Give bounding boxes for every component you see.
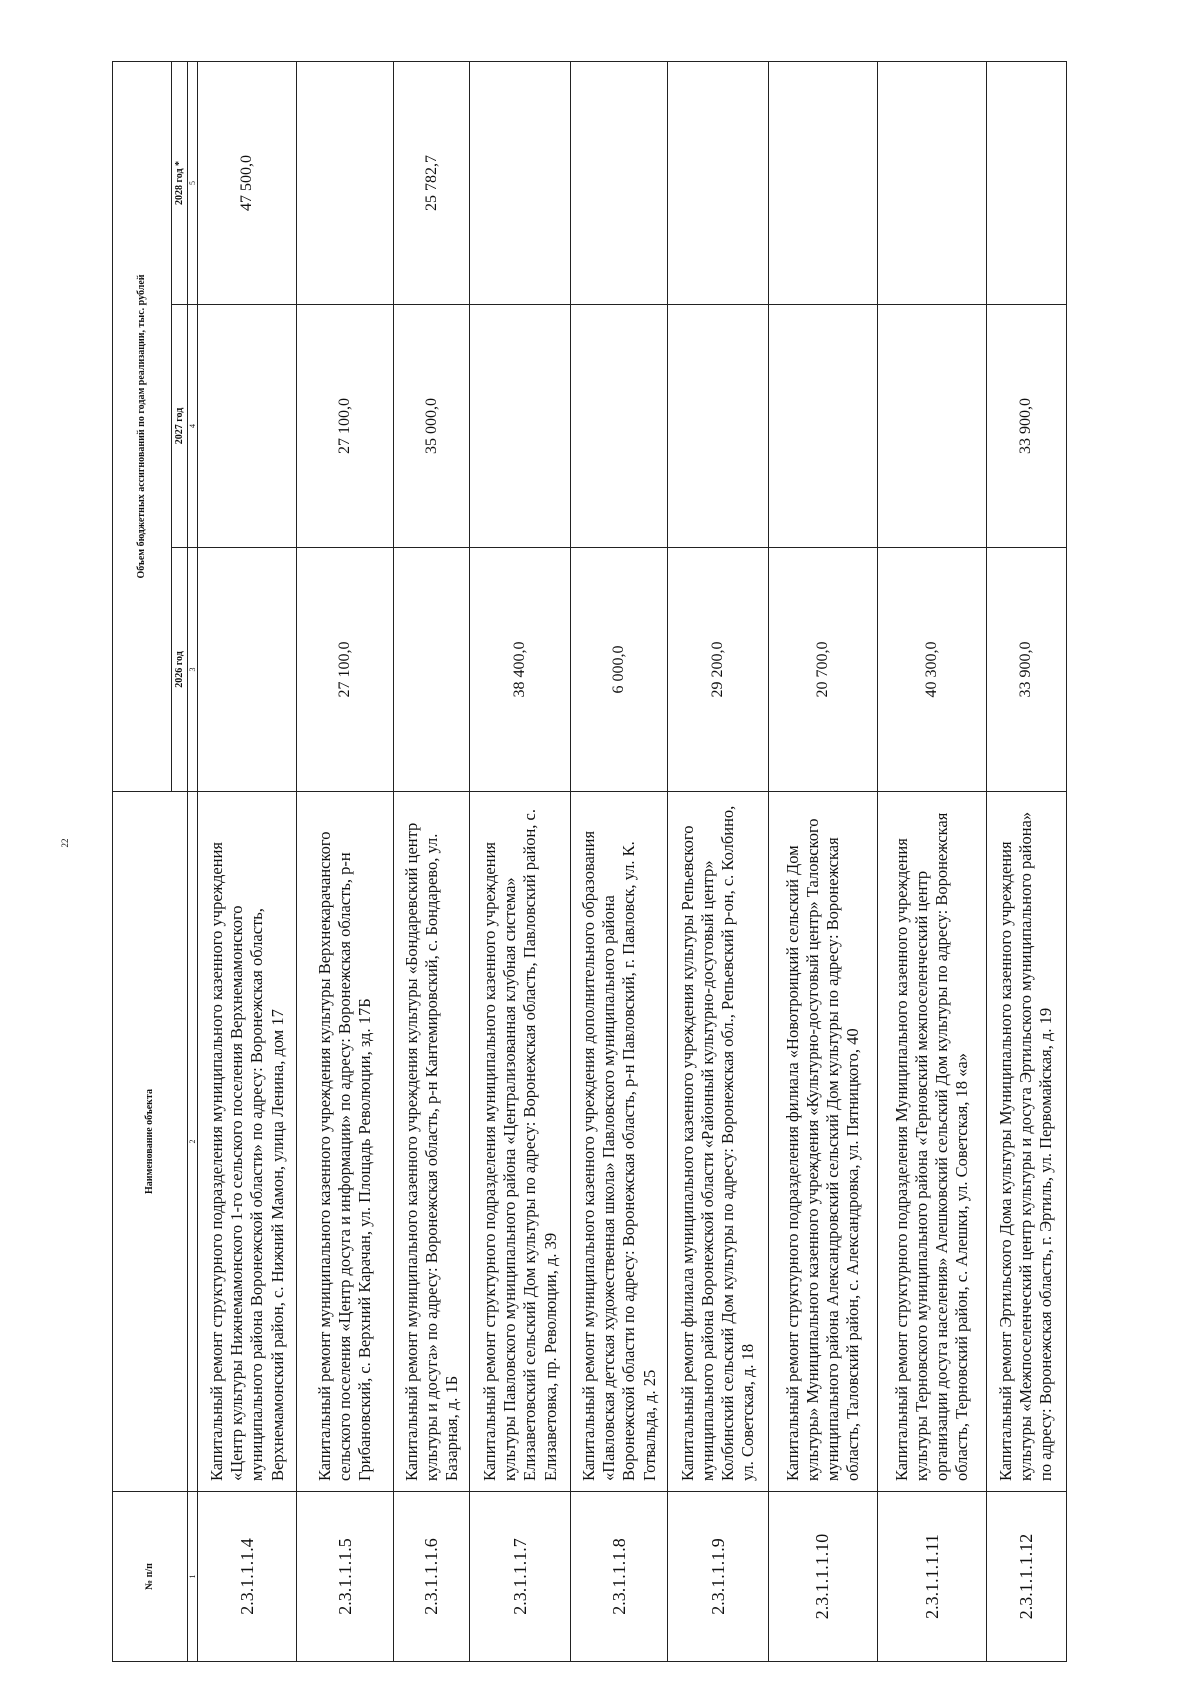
amount-2028 [571,61,668,304]
row-number: 2.3.1.1.1.4 [198,1492,297,1662]
index-cell: 3 [187,548,198,792]
object-name: Капитальный ремонт муниципального казенного учреждения культуры «Бондаревский центр культуры и досуга» по адресу: Воронежская область, р-н Кантемировский, с. Бондарево, ул. Базарная, д. 1Б [394,792,470,1492]
table-row [198,61,297,1661]
amount-2028: 47 500,0 [198,61,297,304]
header-num: № п/п [113,1492,188,1662]
amount-2027 [198,305,297,548]
object-name: Капитальный ремонт филиала муниципального казенного учреждения культуры Репьевского муниципального района Воронежской области «Районный культурно-досуговый центр» Колбинский сельский Дом культуры по адресу: Воронежская обл., Репьевский р-он, с. Колбино, ул. Советская, д. 18 [668,792,768,1492]
table-row [768,61,878,1661]
amount-2026: 29 200,0 [668,548,768,792]
amount-2026: 33 900,0 [986,548,1066,792]
row-number: 2.3.1.1.1.10 [768,1492,878,1662]
header-row [113,61,172,1661]
table-row [986,61,1066,1661]
index-cell: 2 [187,792,198,1492]
amount-2028 [878,61,987,304]
table-row [878,61,987,1661]
object-name: Капитальный ремонт структурного подразделения муниципального казенного учреждения культуры Павловского муниципального района «Централизованная клубная система» Елизаветовский сельский Дом культуры по адресу: Воронежская область, Павловский район, с. Елизаветовка, пр. Революции, д. 39 [470,792,571,1492]
object-name: Капитальный ремонт муниципального казенного учреждения культуры Верхнекарачанского сельского поселения «Центр досуга и информации» по адресу: Воронежская область, р-н Грибановский, с. Верхний Карачан, ул. Площадь Революции, зд. 17Б [297,792,394,1492]
amount-2026 [394,548,470,792]
amount-2027 [878,305,987,548]
amount-2026: 38 400,0 [470,548,571,792]
row-number: 2.3.1.1.1.11 [878,1492,987,1662]
index-cell: 4 [187,305,198,548]
amount-2027 [768,305,878,548]
header-year-2026: 2026 год [172,548,188,792]
index-cell: 1 [187,1492,198,1662]
header-index-row [187,61,198,1661]
amount-2028 [768,61,878,304]
row-number: 2.3.1.1.1.8 [571,1492,668,1662]
amount-2028: 25 782,7 [394,61,470,304]
amount-2027 [470,305,571,548]
amount-2027 [668,305,768,548]
row-number: 2.3.1.1.1.6 [394,1492,470,1662]
amount-2027: 35 000,0 [394,305,470,548]
page-number: 22 [60,838,70,848]
table-row [668,61,768,1661]
amount-2026: 40 300,0 [878,548,987,792]
amount-2027: 33 900,0 [986,305,1066,548]
amount-2027: 27 100,0 [297,305,394,548]
amount-2028 [668,61,768,304]
table-row [297,61,394,1661]
amount-2028 [986,61,1066,304]
budget-allocations-table [112,61,1067,1662]
amount-2026: 27 100,0 [297,548,394,792]
amount-2027 [571,305,668,548]
budget-table-sheet [112,62,1067,1662]
object-name: Капитальный ремонт структурного подразделения муниципального казенного учреждения «Центр культуры Нижнемамонского 1-го сельского поселения Верхнемамонского муниципального района Воронежской области» по адресу: Воронежская область, Верхнемамонский район, с. Нижний Мамон, улица Ленина, дом 17 [198,792,297,1492]
row-number: 2.3.1.1.1.12 [986,1492,1066,1662]
header-name: Наименование объекта [113,792,188,1492]
table-row [571,61,668,1661]
header-year-2028: 2028 год * [172,61,188,304]
object-name: Капитальный ремонт муниципального казенного учреждения дополнительного образования «Павловская детская художественная школа» Павловского муниципального района Воронежской области по адресу: Воронежская область, р-н Павловский, г. Павловск, ул. К. Готвальда, д. 25 [571,792,668,1492]
table-row [470,61,571,1661]
index-cell: 5 [187,61,198,304]
object-name: Капитальный ремонт структурного подразделения филиала «Новотроицкий сельский Дом культуры» Муниципального казенного учреждения «Культурно-досуговый центр» Таловского муниципального района Александровский сельский Дом культуры по адресу: Воронежская область, Таловский район, с. Александровка, ул. Пятницкого, 40 [768,792,878,1492]
object-name: Капитальный ремонт Эртильского Дома культуры Муниципального казенного учреждения культуры «Межпоселенческий центр культуры и досуга Эртильского муниципального района» по адресу: Воронежская область, г. Эртиль, ул. Первомайская, д. 19 [986,792,1066,1492]
object-name: Капитальный ремонт структурного подразделения Муниципального казенного учреждения культуры Терновского муниципального района «Терновский межпоселенческий центр организации досуга населения» Алешковский сельский Дом культуры по адресу: Воронежская область, Терновский район, с. Алешки, ул. Советская, 18 «а» [878,792,987,1492]
amount-2028 [470,61,571,304]
amount-2026: 20 700,0 [768,548,878,792]
rotated-table-container [112,62,1067,1662]
header-year-2027: 2027 год [172,305,188,548]
row-number: 2.3.1.1.1.7 [470,1492,571,1662]
amount-2028 [297,61,394,304]
table-row [394,61,470,1661]
row-number: 2.3.1.1.1.9 [668,1492,768,1662]
header-budget: Объем бюджетных ассигнований по годам реализации, тыс. рублей [113,61,172,791]
amount-2026: 6 000,0 [571,548,668,792]
row-number: 2.3.1.1.1.5 [297,1492,394,1662]
amount-2026 [198,548,297,792]
